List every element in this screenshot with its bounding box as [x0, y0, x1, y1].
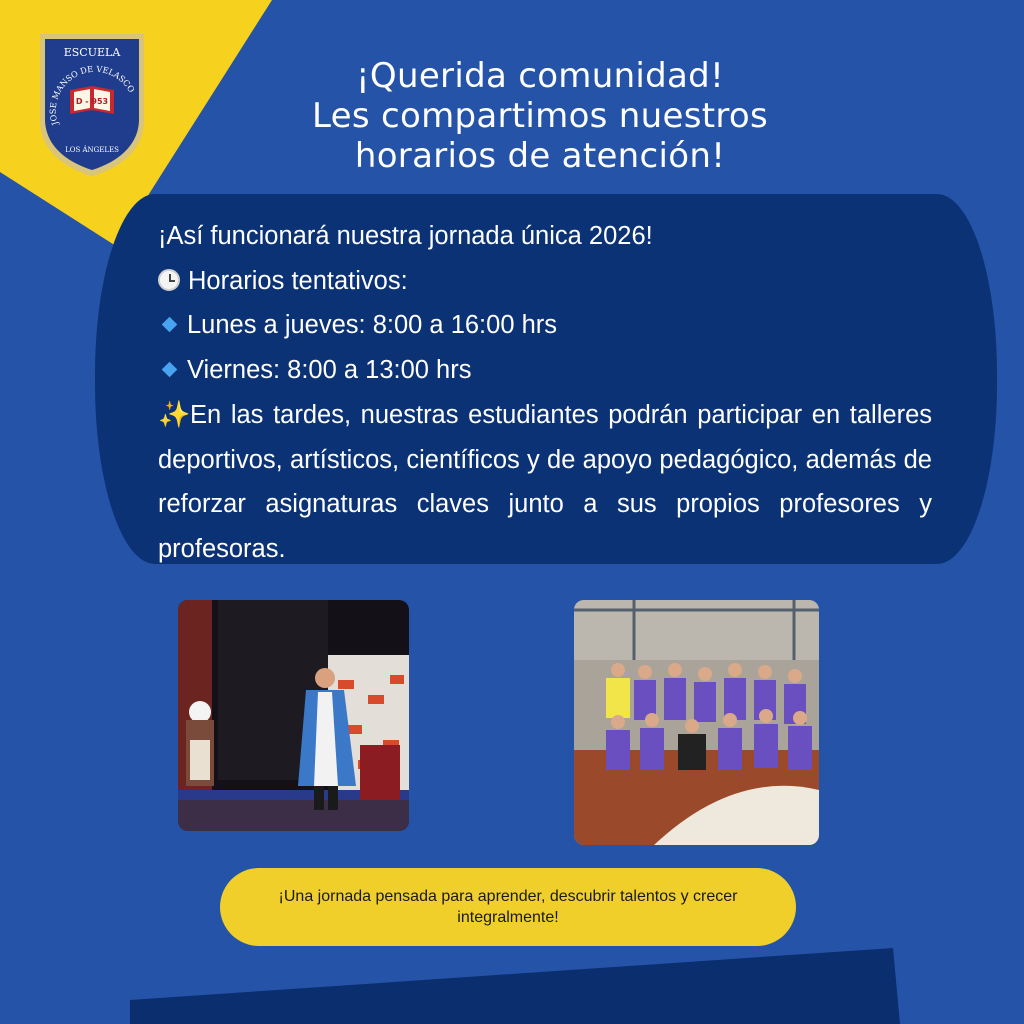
- clock-icon: [158, 269, 180, 291]
- schedule-weekdays-text: Lunes a jueves: 8:00 a 16:00 hrs: [187, 311, 558, 339]
- crest-arc-text: JOSE MANSO DE VELASCO: [47, 63, 137, 127]
- schedule-subtitle: Horarios tentativos:: [188, 266, 408, 295]
- blue-diamond-icon: [162, 361, 178, 377]
- schedule-subtitle-row: [158, 259, 932, 304]
- closing-banner-text: ¡Una jornada pensada para aprender, descubrir talentos y crecer integralmente!: [278, 888, 738, 926]
- headline-line-2: Les compartimos nuestros: [311, 96, 769, 136]
- headline-line-1: ¡Querida comunidad!: [356, 56, 724, 96]
- page-headline: [150, 56, 930, 176]
- schedule-friday-text: Viernes: 8:00 a 13:00 hrs: [187, 355, 472, 384]
- intro-line: ¡Así funcionará nuestra jornada única 2026!: [158, 222, 653, 250]
- schedule-row-friday: [158, 348, 932, 393]
- crest-book-text: D - 953: [75, 97, 109, 106]
- closing-banner: [220, 868, 796, 946]
- afternoon-paragraph: En las tardes, nuestras estudiantes podrán participar en talleres deportivos, artísticos, científicos y de apoyo pedagógico, además de reforzar asignaturas claves junto a sus propios profesores y profesoras.: [158, 401, 932, 563]
- theatre-photo: [178, 600, 409, 831]
- sparkles-icon: ✨: [158, 399, 191, 429]
- crest-top-text: ESCUELA: [63, 46, 121, 59]
- afternoon-paragraph-row: [158, 392, 932, 571]
- headline-line-3: horarios de atención!: [354, 136, 726, 176]
- volleyball-team-photo: [574, 600, 819, 845]
- blue-diamond-icon: [162, 317, 178, 333]
- schedule-row-weekdays: [158, 303, 932, 348]
- info-card-text: [158, 214, 932, 571]
- crest-bottom-text: LOS ÁNGELES: [65, 146, 119, 154]
- school-crest-logo: [36, 28, 148, 178]
